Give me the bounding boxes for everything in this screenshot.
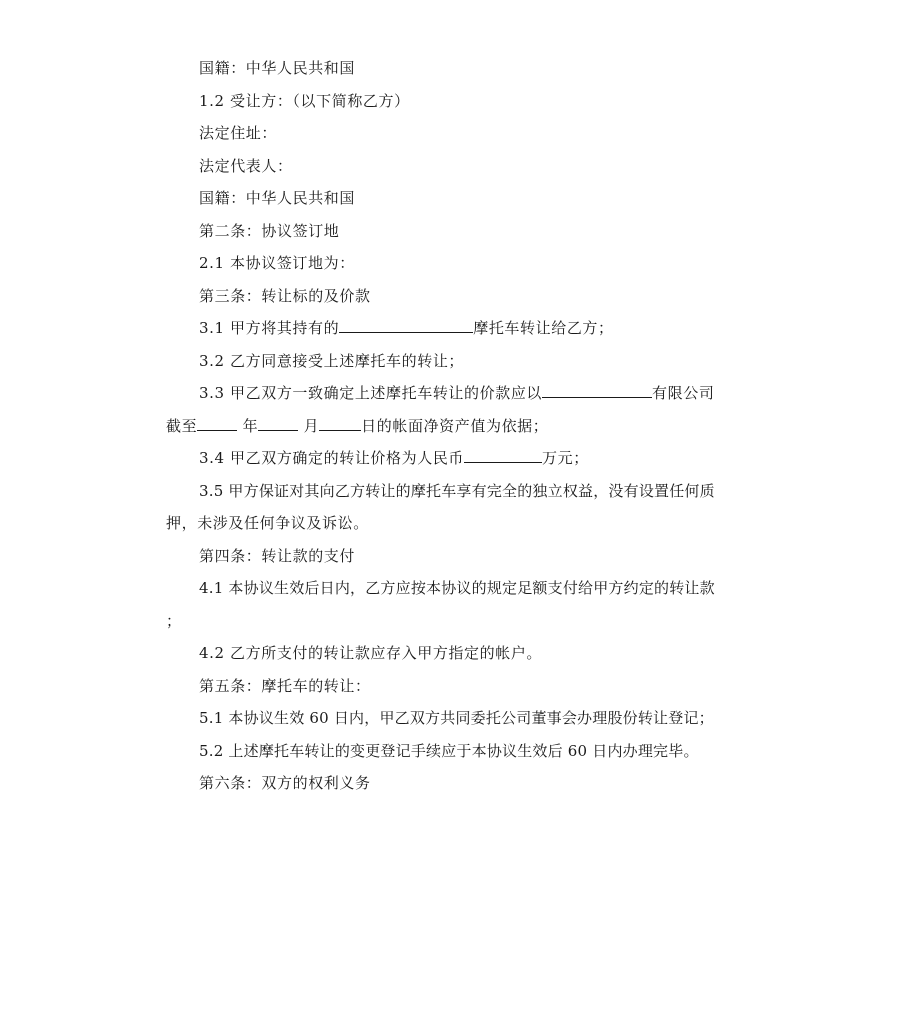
clause-5-1: 5.1 本协议生效 60 日内，甲乙双方共同委托公司董事会办理股份转让登记； [199,709,714,727]
article-5-heading: 第五条：摩托车的转让： [199,676,371,695]
clause-3-4-text-a: 3.4 甲乙双方确定的转让价格为人民币 [199,449,465,467]
article-3-heading: 第三条：转让标的及价款 [199,286,371,305]
clause-3-2: 3.2 乙方同意接受上述摩托车的转让； [199,351,465,370]
clause-3-3 [166,377,758,410]
clause-5-2: 5.2 上述摩托车转让的变更登记手续应于本协议生效后 60 日内办理完毕。 [199,741,699,760]
nationality-line-1: 国籍：中华人民共和国 [199,59,356,77]
clause-3-5: 3.5 甲方保证对其向乙方转让的摩托车享有完全的独立权益，没有设置任何质 [199,481,715,500]
clause-3-3-cont-d: 日的帐面净资产值为依据； [361,416,549,435]
blank-field-month [258,413,298,431]
clause-4-1: 4.1 本协议生效后日内，乙方应按本协议的规定足额支付给甲方约定的转让款 [199,579,715,597]
clause-3-3-cont-b: 年 [242,416,259,435]
blank-field-holding [339,315,473,333]
blank-field-year [197,413,237,431]
clause-4-1-continued: ； [166,611,182,630]
legal-representative-line: 法定代表人： [199,156,293,175]
blank-field-company [542,380,652,398]
clause-3-3-cont-c: 月 [303,416,320,435]
clause-3-3-continued [166,410,758,443]
nationality-line-2: 国籍：中华人民共和国 [199,189,356,207]
article-6-heading: 第六条：双方的权利义务 [199,774,371,792]
clause-3-1 [166,312,758,345]
clause-3-5-continued: 押，未涉及任何争议及诉讼。 [166,514,369,532]
transferee-heading: 1.2 受让方：（以下简称乙方） [199,91,410,110]
clause-3-4 [166,442,758,475]
clause-2-1: 2.1 本协议签订地为： [199,254,355,272]
clause-3-3-text-b: 有限公司 [652,384,715,402]
clause-3-1-text-a: 3.1 甲方将其持有的 [199,319,340,337]
clause-4-2: 4.2 乙方所支付的转让款应存入甲方指定的帐户。 [199,644,543,662]
document-body [166,52,758,800]
blank-field-day [319,413,361,431]
legal-address-line: 法定住址： [199,124,278,142]
article-2-heading: 第二条：协议签订地 [199,221,340,240]
article-4-heading: 第四条：转让款的支付 [199,546,356,565]
clause-3-3-text-a: 3.3 甲乙双方一致确定上述摩托车转让的价款应以 [199,384,543,402]
clause-3-4-text-b: 万元； [542,449,589,467]
clause-3-3-cont-a: 截至 [166,416,198,435]
blank-field-amount [464,445,542,463]
clause-3-1-text-b: 摩托车转让给乙方； [473,319,614,337]
